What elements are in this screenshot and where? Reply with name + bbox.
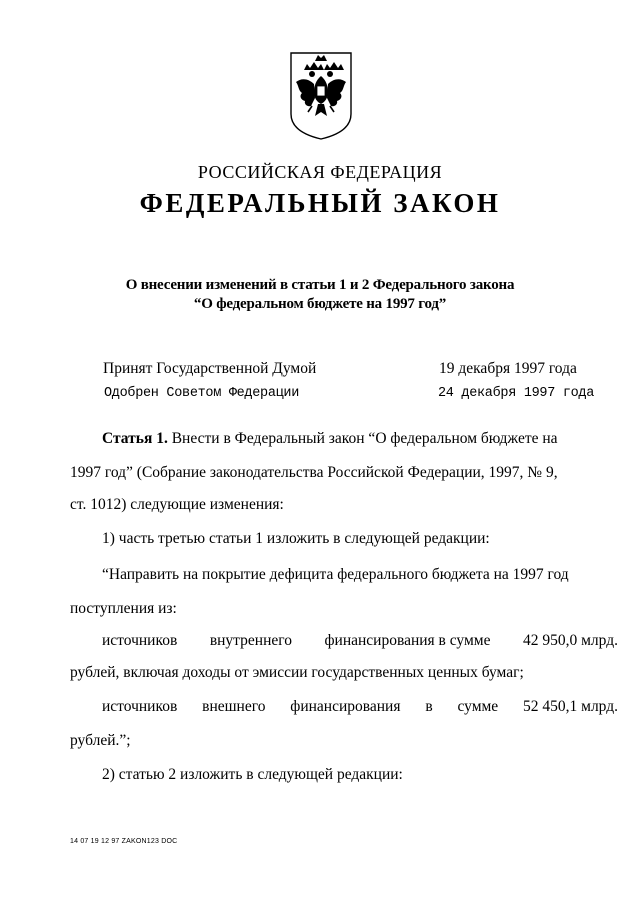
domestic-financing-line	[70, 632, 618, 650]
coat-of-arms-icon	[288, 50, 354, 142]
word: финансирования	[290, 698, 401, 715]
duma-adoption-label: Принят Государственной Думой	[103, 360, 317, 377]
article-1-line: ст. 1012) следующие изменения:	[70, 496, 284, 513]
word: в	[425, 698, 433, 715]
word: внешнего	[202, 698, 266, 715]
external-financing-line: рублей.”;	[70, 732, 131, 749]
law-title-line: “О федеральном бюджете на 1997 год”	[193, 296, 447, 312]
domestic-financing-line: рублей, включая доходы от эмиссии государственных ценных бумаг;	[70, 664, 524, 681]
article-label: Статья 1.	[102, 430, 168, 447]
file-footer: 14 07 19 12 97 ZAKON123 DOC	[70, 838, 178, 845]
word: источников	[102, 698, 178, 715]
law-title	[0, 276, 640, 314]
word: финансирования в сумме	[324, 632, 491, 649]
word: источников	[102, 632, 178, 649]
council-approval-label: Одобрен Советом Федерации	[104, 386, 300, 401]
external-amount: 52 450,1 млрд.	[523, 698, 618, 715]
article-text: Внести в Федеральный закон “О федеральном бюджете на	[171, 430, 558, 447]
quote-line: поступления из:	[70, 600, 177, 617]
word: сумме	[457, 698, 499, 715]
article-1-line: 1997 год” (Собрание законодательства Российской Федерации, 1997, № 9,	[70, 464, 558, 481]
council-approval-date: 24 декабря 1997 года	[438, 386, 595, 401]
external-financing-line	[70, 698, 618, 716]
duma-adoption-date: 19 декабря 1997 года	[439, 360, 577, 377]
quote-line: “Направить на покрытие дефицита федерального бюджета на 1997 год	[102, 566, 569, 583]
law-type-heading: ФЕДЕРАЛЬНЫЙ ЗАКОН	[139, 188, 501, 218]
law-title-line: О внесении изменений в статьи 1 и 2 Федерального закона	[125, 277, 515, 293]
word: внутреннего	[209, 632, 292, 649]
domestic-amount: 42 950,0 млрд.	[522, 632, 618, 649]
item-2-paragraph: 2) статью 2 изложить в следующей редакции:	[102, 766, 403, 783]
article-1-line	[70, 430, 618, 448]
item-1-paragraph: 1) часть третью статьи 1 изложить в следующей редакции:	[102, 530, 490, 547]
country-name: РОССИЙСКАЯ ФЕДЕРАЦИЯ	[197, 162, 443, 182]
